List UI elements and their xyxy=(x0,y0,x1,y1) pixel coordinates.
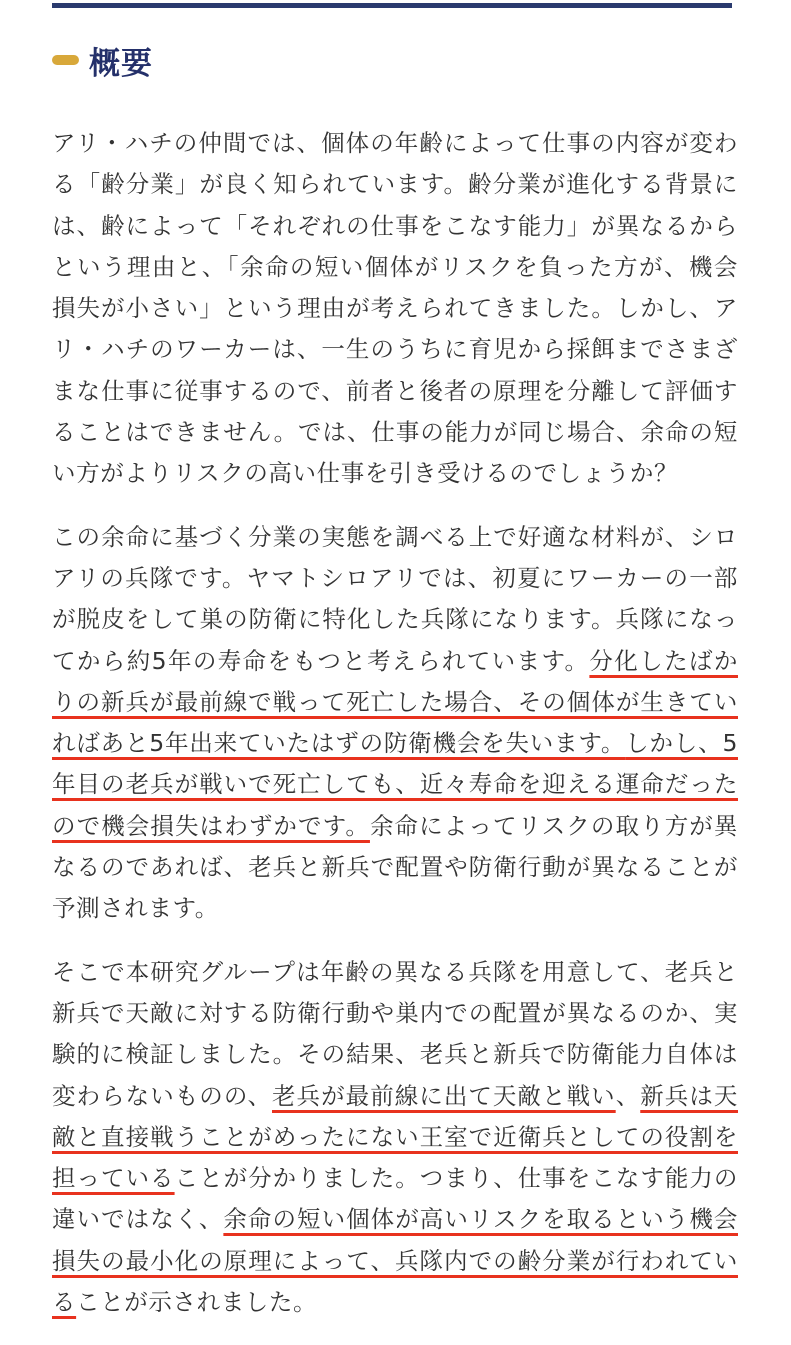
body-text: そこで本研究グループは年齢の異なる兵隊を用意して、老兵と新兵で天敵に対する防衛行動や巣内での配置が異なるのか、実験的に検証しました。その結果、老兵と新兵で防衛能力自体は変わらないものの、 xyxy=(52,957,738,1110)
body-text: 、 xyxy=(615,1081,641,1110)
highlighted-text: 余命の短い個体が高いリスクを取るという機会損失の最小化の原理によって、兵隊内での齢分業が行われている xyxy=(52,1205,738,1317)
body-text: ことが分かりました。つまり、仕事をこなす能力の違いではなく、 xyxy=(52,1164,738,1234)
paragraph-3 xyxy=(52,952,738,1324)
section-heading xyxy=(52,38,153,82)
highlighted-text: 老兵が最前線に出て天敵と戦い xyxy=(272,1081,616,1110)
body-text: この余命に基づく分業の実態を調べる上で好適な材料が、シロアリの兵隊です。ヤマトシロアリでは、初夏にワーカーの一部が脱皮をして巣の防衛に特化した兵隊になります。兵隊になってから約5年の寿命をもつと考えられています。 xyxy=(52,522,738,675)
body-text: アリ・ハチの仲間では、個体の年齢によって仕事の内容が変わる「齢分業」が良く知られています。齢分業が進化する背景には、齢によって「それぞれの仕事をこなす能力」が異なるからという理由と、「余命の短い個体がリスクを負った方が、機会損失が小さい」という理由が考えられてきました。しかし、アリ・ハチのワーカーは、一生のうちに育児から採餌までさまざまな仕事に従事するので、前者と後者の原理を分離して評価することはできません。では、仕事の能力が同じ場合、余命の短い方がよりリスクの高い仕事を引き受けるのでしょうか？ xyxy=(52,129,738,488)
body-text: 余命によってリスクの取り方が異なるのであれば、老兵と新兵で配置や防衛行動が異なることが予測されます。 xyxy=(52,811,739,923)
body-text: ことが示されました。 xyxy=(76,1288,318,1317)
highlighted-text: しかし、5年目の老兵が戦いで死亡しても、近々寿命を迎える運命だったので機会損失はわずかです。 xyxy=(52,729,738,840)
top-divider xyxy=(52,3,732,8)
paragraph-2 xyxy=(52,517,738,930)
section-title: 概要 xyxy=(89,45,153,82)
paragraph-1 xyxy=(52,123,738,495)
heading-bullet-icon xyxy=(52,55,79,65)
article-body xyxy=(52,123,738,1345)
highlighted-text: 新兵は天敵と直接戦うことがめったにない王室で近衛兵としての役割を担っている xyxy=(52,1081,738,1193)
highlighted-text: 分化したばかりの新兵が最前線で戦って死亡した場合、その個体が生きていればあと5年出来ていたはずの防衛機会を失います。 xyxy=(52,646,738,758)
